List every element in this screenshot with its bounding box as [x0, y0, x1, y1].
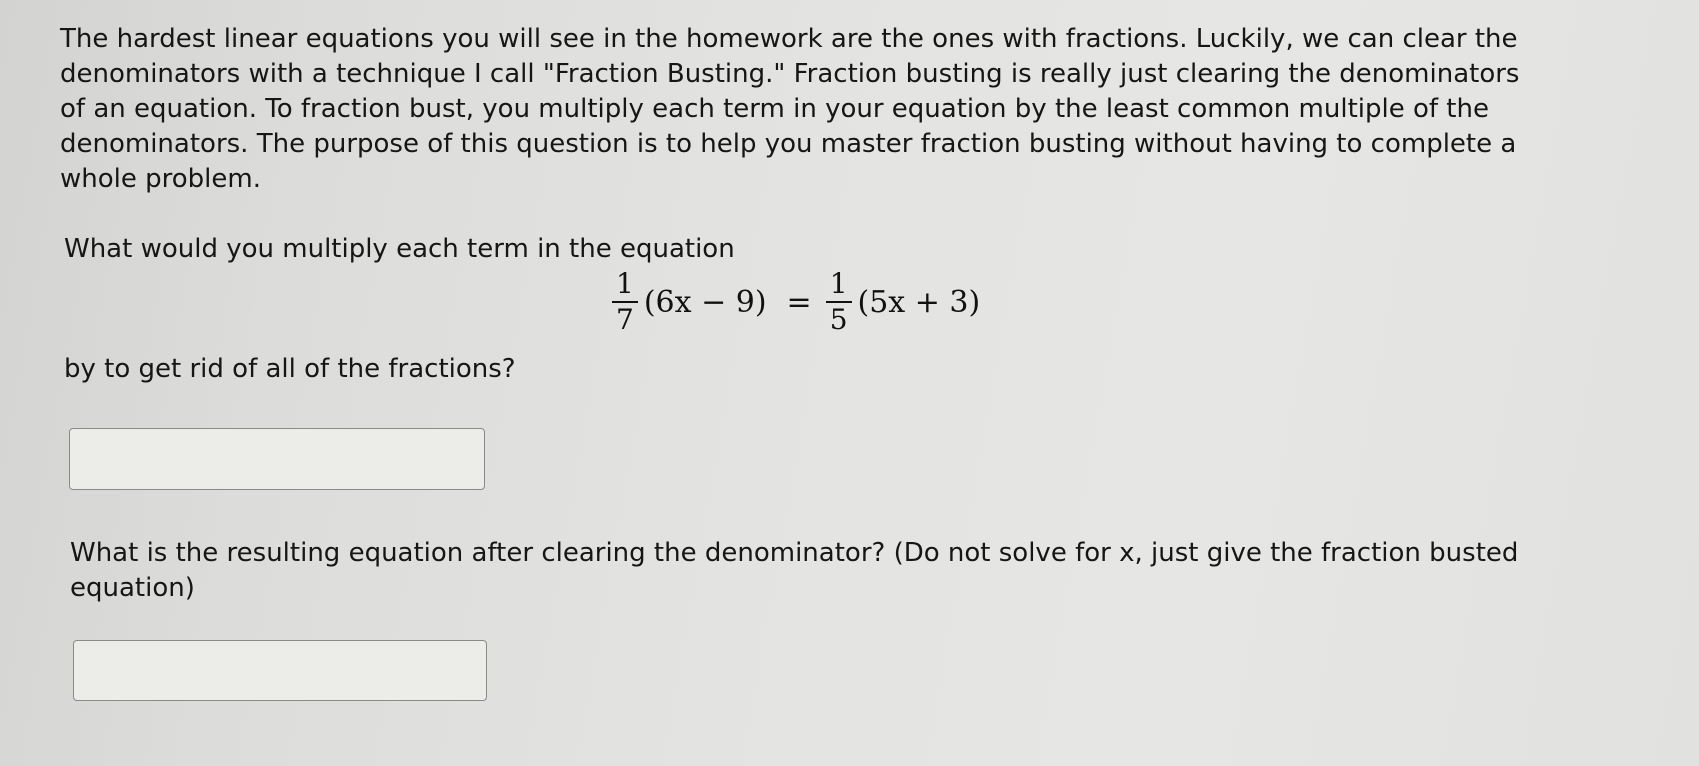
answer-input-1[interactable] — [69, 428, 485, 490]
intro-paragraph: The hardest linear equations you will see in the homework are the ones with fractions. Luckily, we can clear the denominators with a technique I call "Fraction Busting." Fraction busting is really just clearing the denominators of an equation. To fraction bust, you multiply each term in your equation by the least common multiple of the denominators. The purpose of this question is to help you master fraction busting without having to complete a whole problem. — [60, 24, 1520, 194]
left-fraction — [612, 268, 638, 336]
question-1-tail: by to get rid of all of the fractions? — [64, 354, 516, 384]
answer-input-2[interactable] — [73, 640, 487, 701]
left-numerator: 1 — [616, 267, 634, 300]
question-1-lead: What would you multiply each term in the equation — [64, 234, 735, 264]
right-denominator: 5 — [829, 303, 848, 336]
right-expression: (5x + 3) — [857, 284, 981, 320]
right-numerator: 1 — [829, 267, 848, 300]
right-fraction — [826, 268, 852, 336]
question-2-text: What is the resulting equation after clearing the denominator? (Do not solve for x, just give the fraction busted equation) — [70, 538, 1519, 603]
left-denominator: 7 — [616, 303, 634, 336]
equation — [612, 268, 986, 336]
equals-sign: = — [786, 284, 812, 320]
left-expression: (6x − 9) — [643, 284, 767, 320]
